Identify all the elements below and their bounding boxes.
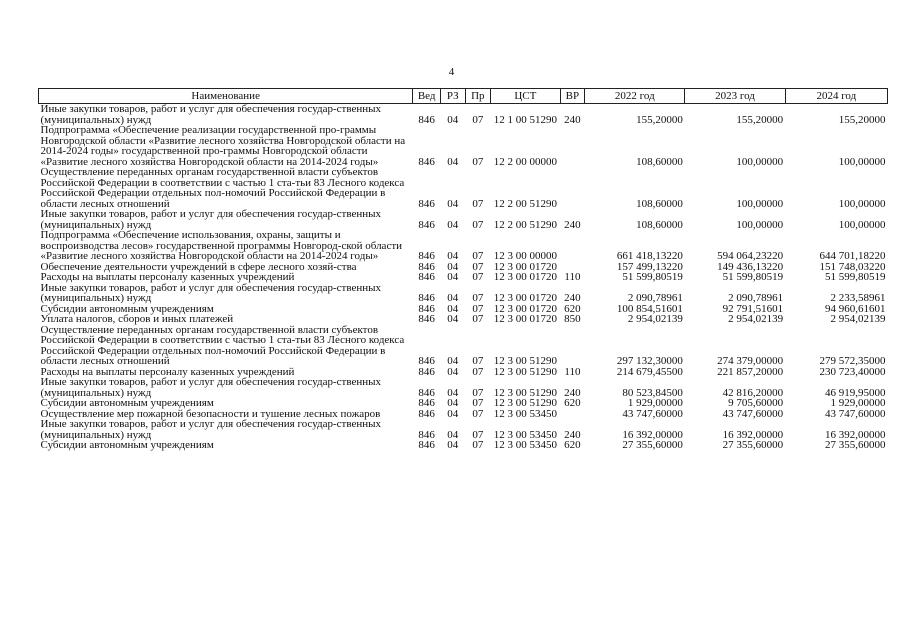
table-row [39,398,888,409]
row-2023: 2 090,78961 [728,292,784,304]
row-name: Подпрограмма «Обеспечение реализации государственной про-граммы Новгородской области «Развитие лесного хозяйства Новгородской области на 2014-2024 годы» государственной про-граммы Новгородской области «Развитие лесного хозяйства Новгородской области на 2014-2024 годы» [40,124,406,168]
row-ved: 846 [418,218,435,231]
row-rz: 04 [447,313,459,325]
row-cst: 12 3 00 53450 [493,439,557,451]
header-2022: 2022 год [585,89,685,104]
row-2023: 9 705,60000 [728,397,784,409]
row-vr: 110 [564,271,581,283]
row-pr: 07 [472,197,484,210]
row-ved: 846 [418,397,435,409]
row-2022: 43 747,60000 [622,407,683,420]
table-row [39,314,888,325]
row-rz: 04 [447,218,459,231]
row-pr: 07 [472,302,484,315]
row-rz: 04 [447,113,459,126]
row-rz: 04 [447,197,459,210]
row-2024: 155,20000 [838,113,886,126]
row-rz: 04 [447,155,459,168]
row-2023: 594 064,23220 [717,250,784,262]
row-rz: 04 [447,365,459,378]
table-body [39,104,888,451]
page-number: 4 [448,66,455,78]
row-2024: 230 723,40000 [819,365,886,378]
row-2022: 2 954,02139 [627,313,683,325]
header-cst: ЦСТ [491,89,561,104]
row-2024: 1 929,00000 [830,397,886,409]
row-2023: 2 954,02139 [728,313,784,325]
row-cst: 12 3 00 51290 [493,365,557,378]
row-vr: 620 [564,397,581,409]
table-row [39,283,888,304]
header-name: Наименование [39,89,413,104]
row-2023: 51 599,80519 [722,271,784,283]
row-cst: 12 3 00 51290 [493,386,557,399]
row-pr: 07 [472,271,484,283]
row-pr: 07 [472,113,484,126]
row-name: Подпрограмма «Обеспечение использования, охраны, защиты и воспроизводства лесов» государственной программы Новгород-ской области «Развитие лесного хозяйства Новгородской области на 2014-2024 годы» [40,229,403,262]
row-cst: 12 3 00 51290 [493,397,557,409]
row-rz: 04 [447,271,459,283]
row-vr [560,230,585,262]
row-name: Уплата налогов, сборов и иных платежей [40,313,234,325]
row-cst: 12 2 00 00000 [493,155,557,168]
row-name: Осуществление переданных органам государственной власти субъектов Российской Федерации в соответствии с частью 1 ста-тьи 83 Лесного кодекса Российской Федерации отдельных пол-номочий Российской Федерации в области лесных отношений [40,166,405,210]
row-cst: 12 1 00 51290 [493,113,557,126]
row-2024: 644 701,18220 [819,250,886,262]
row-ved: 846 [418,439,435,451]
row-ved: 846 [418,355,435,367]
table-row [39,440,888,451]
table-row [39,104,888,126]
table-row [39,209,888,230]
row-rz: 04 [447,386,459,399]
row-vr: 240 [564,218,581,231]
row-rz: 04 [447,428,459,441]
row-rz: 04 [447,260,459,273]
row-pr: 07 [472,250,484,262]
row-2022: 27 355,60000 [622,439,683,451]
row-pr: 07 [472,386,484,399]
header-2023: 2023 год [685,89,785,104]
row-2022: 157 499,13220 [616,260,683,273]
row-ved: 846 [418,407,435,420]
row-cst: 12 2 00 51290 [493,218,557,231]
header-rz: РЗ [440,89,465,104]
row-name: Субсидии автономным учреждениям [40,397,214,409]
row-2024: 27 355,60000 [825,439,886,451]
row-2022: 2 090,78961 [627,292,683,304]
row-cst: 12 3 00 51290 [493,355,557,367]
row-ved: 846 [418,302,435,315]
row-ved: 846 [418,260,435,273]
row-2023: 221 857,20000 [717,365,784,378]
row-vr: 110 [564,365,581,378]
table-row [39,325,888,367]
row-2024: 94 960,61601 [825,302,886,315]
row-2023: 100,00000 [736,155,784,168]
row-vr [560,167,585,209]
row-2024: 2 954,02139 [830,313,886,325]
row-2022: 16 392,00000 [622,428,683,441]
row-pr: 07 [472,292,484,304]
row-vr: 850 [564,313,581,325]
row-cst: 12 3 00 01720 [493,313,557,325]
row-ved: 846 [418,197,435,210]
row-2024: 16 392,00000 [825,428,886,441]
row-pr: 07 [472,355,484,367]
row-rz: 04 [447,355,459,367]
row-vr: 620 [564,302,581,315]
row-rz: 04 [447,397,459,409]
row-cst: 12 2 00 51290 [493,197,557,210]
row-2024: 51 599,80519 [825,271,886,283]
row-2022: 661 418,13220 [616,250,683,262]
row-pr: 07 [472,260,484,273]
row-2024: 43 747,60000 [825,407,886,420]
row-2022: 1 929,00000 [627,397,683,409]
row-2022: 297 132,30000 [616,355,683,367]
budget-table [38,88,888,451]
row-2023: 100,00000 [736,197,784,210]
row-vr [560,325,585,367]
row-pr: 07 [472,365,484,378]
row-vr [560,409,585,420]
row-pr: 07 [472,439,484,451]
row-cst: 12 3 00 01720 [493,260,557,273]
row-name: Иные закупки товаров, работ и услуг для обеспечения государ-ственных (муниципальных) нужд [40,103,382,126]
row-2022: 51 599,80519 [622,271,683,283]
row-2023: 92 791,51601 [722,302,784,315]
header-ved: Вед [413,89,441,104]
row-2022: 108,60000 [636,155,683,168]
row-cst: 12 3 00 01720 [493,302,557,315]
row-cst: 12 3 00 01720 [493,292,557,304]
row-2022: 155,20000 [636,113,683,126]
header-2024: 2024 год [785,89,887,104]
row-ved: 846 [418,271,435,283]
row-2022: 108,60000 [636,197,683,210]
row-2023: 155,20000 [736,113,784,126]
row-2022: 214 679,45500 [616,365,683,378]
row-name: Осуществление переданных органам государственной власти субъектов Российской Федерации в соответствии с частью 1 ста-тьи 83 Лесного кодекса Российской Федерации отдельных пол-номочий Российской Федерации в области лесных отношений [40,323,405,367]
row-name: Иные закупки товаров, работ и услуг для обеспечения государ-ственных (муниципальных) нужд [40,376,382,399]
row-pr: 07 [472,218,484,231]
row-name: Обеспечение деятельности учреждений в сфере лесного хозяй-ства [40,260,357,273]
row-name: Расходы на выплаты персоналу казенных учреждений [40,365,295,378]
row-ved: 846 [418,155,435,168]
table-row [39,167,888,209]
table-row [39,377,888,398]
row-vr [560,125,585,167]
row-2022: 108,60000 [636,218,683,231]
row-pr: 07 [472,155,484,168]
header-pr: Пр [465,89,491,104]
row-2024: 279 572,35000 [819,355,886,367]
row-2022: 100 854,51601 [616,302,683,315]
row-name: Субсидии автономным учреждениям [40,439,214,451]
row-rz: 04 [447,302,459,315]
row-ved: 846 [418,113,435,126]
row-name: Субсидии автономным учреждениям [40,302,214,315]
table-row [39,419,888,440]
row-cst: 12 3 00 53450 [493,407,557,420]
table-header-row [39,89,888,104]
row-pr: 07 [472,428,484,441]
row-rz: 04 [447,250,459,262]
row-pr: 07 [472,397,484,409]
row-ved: 846 [418,428,435,441]
row-vr: 240 [564,428,581,441]
row-2023: 42 816,20000 [722,386,784,399]
row-ved: 846 [418,313,435,325]
header-vr: ВР [560,89,585,104]
row-vr: 240 [564,386,581,399]
row-2024: 100,00000 [838,155,886,168]
row-cst: 12 3 00 00000 [493,250,557,262]
row-2024: 46 919,95000 [825,386,886,399]
table-row [39,272,888,283]
row-2024: 100,00000 [838,218,886,231]
row-2022: 80 523,84500 [622,386,683,399]
row-vr: 620 [564,439,581,451]
row-2023: 274 379,00000 [717,355,784,367]
row-pr: 07 [472,407,484,420]
row-2023: 100,00000 [736,218,784,231]
row-2024: 100,00000 [838,197,886,210]
row-ved: 846 [418,365,435,378]
row-name: Расходы на выплаты персоналу казенных учреждений [40,271,295,283]
row-vr: 240 [564,292,581,304]
row-2024: 2 233,58961 [830,292,886,304]
row-2023: 43 747,60000 [722,407,784,420]
row-cst: 12 3 00 01720 [493,271,557,283]
row-rz: 04 [447,292,459,304]
row-name: Осуществление мер пожарной безопасности и тушение лесных пожаров [40,407,381,420]
row-ved: 846 [418,386,435,399]
row-2023: 149 436,13220 [717,260,784,273]
row-ved: 846 [418,250,435,262]
row-vr: 240 [564,113,581,126]
row-2023: 16 392,00000 [722,428,784,441]
row-2023: 27 355,60000 [722,439,784,451]
row-ved: 846 [418,292,435,304]
table-row [39,230,888,262]
row-name: Иные закупки товаров, работ и услуг для обеспечения государ-ственных (муниципальных) нужд [40,418,382,441]
table-row [39,125,888,167]
row-rz: 04 [447,407,459,420]
row-pr: 07 [472,313,484,325]
row-rz: 04 [447,439,459,451]
row-name: Иные закупки товаров, работ и услуг для обеспечения государ-ственных (муниципальных) нужд [40,208,382,231]
row-2024: 151 748,03220 [819,260,886,273]
row-name: Иные закупки товаров, работ и услуг для обеспечения государ-ственных (муниципальных) нужд [40,281,382,304]
row-cst: 12 3 00 53450 [493,428,557,441]
